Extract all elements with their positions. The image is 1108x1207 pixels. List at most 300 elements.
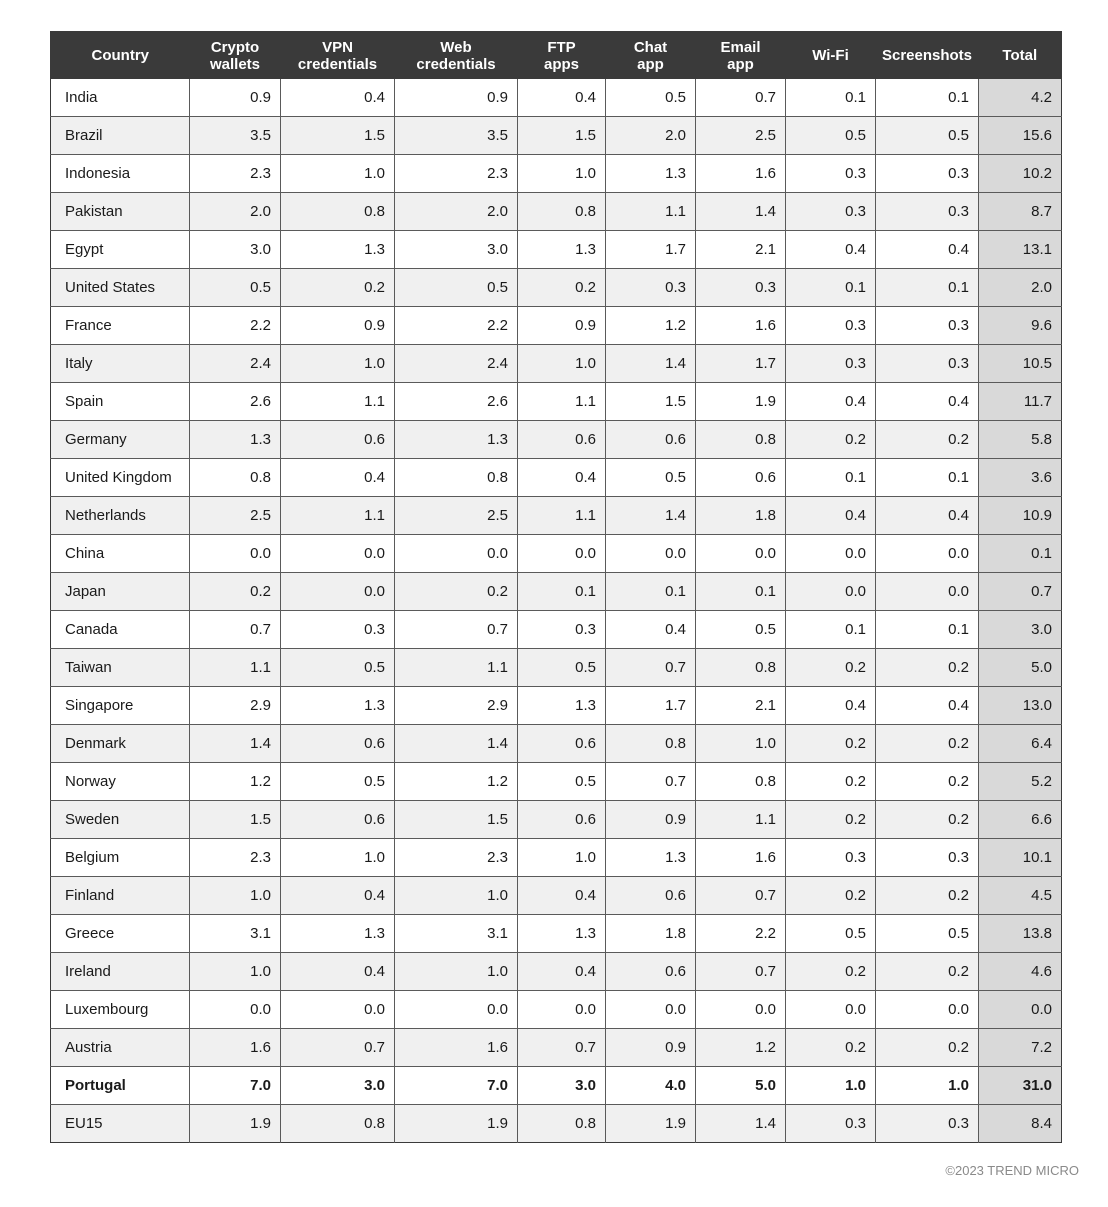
country-cell: Denmark xyxy=(51,725,190,763)
column-header: Email app xyxy=(696,32,786,80)
value-cell: 0.7 xyxy=(518,1029,606,1067)
value-cell: 3.1 xyxy=(395,915,518,953)
total-cell: 6.6 xyxy=(979,801,1062,839)
data-table xyxy=(50,31,1062,1143)
value-cell: 0.5 xyxy=(281,649,395,687)
country-cell: Finland xyxy=(51,877,190,915)
value-cell: 0.0 xyxy=(395,991,518,1029)
value-cell: 0.0 xyxy=(696,991,786,1029)
value-cell: 0.5 xyxy=(395,269,518,307)
value-cell: 0.9 xyxy=(606,801,696,839)
table-row xyxy=(51,839,1062,877)
value-cell: 0.1 xyxy=(696,573,786,611)
total-cell: 5.0 xyxy=(979,649,1062,687)
value-cell: 0.2 xyxy=(786,877,876,915)
value-cell: 0.1 xyxy=(606,573,696,611)
value-cell: 0.1 xyxy=(786,269,876,307)
value-cell: 0.3 xyxy=(518,611,606,649)
value-cell: 1.0 xyxy=(395,877,518,915)
value-cell: 1.4 xyxy=(606,345,696,383)
column-header: Crypto wallets xyxy=(190,32,281,80)
value-cell: 1.6 xyxy=(395,1029,518,1067)
value-cell: 0.4 xyxy=(876,497,979,535)
country-cell: Italy xyxy=(51,345,190,383)
value-cell: 1.0 xyxy=(518,839,606,877)
value-cell: 7.0 xyxy=(395,1067,518,1105)
value-cell: 1.5 xyxy=(190,801,281,839)
total-cell: 10.1 xyxy=(979,839,1062,877)
value-cell: 1.5 xyxy=(518,117,606,155)
value-cell: 0.6 xyxy=(281,801,395,839)
value-cell: 1.5 xyxy=(281,117,395,155)
value-cell: 0.2 xyxy=(518,269,606,307)
total-cell: 13.8 xyxy=(979,915,1062,953)
value-cell: 0.1 xyxy=(876,611,979,649)
value-cell: 0.4 xyxy=(518,459,606,497)
value-cell: 1.1 xyxy=(518,383,606,421)
value-cell: 0.2 xyxy=(876,801,979,839)
table-row xyxy=(51,117,1062,155)
total-cell: 4.5 xyxy=(979,877,1062,915)
country-cell: Austria xyxy=(51,1029,190,1067)
value-cell: 3.1 xyxy=(190,915,281,953)
value-cell: 1.3 xyxy=(518,915,606,953)
value-cell: 0.4 xyxy=(281,877,395,915)
table-row xyxy=(51,725,1062,763)
value-cell: 1.6 xyxy=(696,155,786,193)
total-cell: 8.7 xyxy=(979,193,1062,231)
value-cell: 0.4 xyxy=(281,459,395,497)
value-cell: 0.4 xyxy=(518,877,606,915)
total-cell: 10.2 xyxy=(979,155,1062,193)
value-cell: 0.9 xyxy=(281,307,395,345)
value-cell: 0.0 xyxy=(876,573,979,611)
value-cell: 0.3 xyxy=(786,307,876,345)
value-cell: 2.0 xyxy=(395,193,518,231)
value-cell: 0.0 xyxy=(606,535,696,573)
value-cell: 0.0 xyxy=(786,573,876,611)
value-cell: 2.1 xyxy=(696,231,786,269)
value-cell: 1.3 xyxy=(518,687,606,725)
value-cell: 2.3 xyxy=(395,839,518,877)
value-cell: 2.9 xyxy=(190,687,281,725)
value-cell: 1.0 xyxy=(518,345,606,383)
value-cell: 0.7 xyxy=(281,1029,395,1067)
value-cell: 0.4 xyxy=(518,79,606,117)
value-cell: 1.0 xyxy=(786,1067,876,1105)
total-cell: 10.5 xyxy=(979,345,1062,383)
total-cell: 3.0 xyxy=(979,611,1062,649)
value-cell: 0.1 xyxy=(786,79,876,117)
value-cell: 1.7 xyxy=(606,231,696,269)
value-cell: 0.4 xyxy=(281,79,395,117)
value-cell: 0.0 xyxy=(786,991,876,1029)
value-cell: 1.1 xyxy=(606,193,696,231)
total-cell: 2.0 xyxy=(979,269,1062,307)
country-cell: Portugal xyxy=(51,1067,190,1105)
value-cell: 2.4 xyxy=(395,345,518,383)
value-cell: 0.8 xyxy=(518,193,606,231)
value-cell: 1.9 xyxy=(190,1105,281,1143)
table-row xyxy=(51,649,1062,687)
value-cell: 0.8 xyxy=(696,649,786,687)
value-cell: 0.4 xyxy=(876,687,979,725)
value-cell: 0.8 xyxy=(696,763,786,801)
value-cell: 1.1 xyxy=(518,497,606,535)
total-cell: 0.1 xyxy=(979,535,1062,573)
value-cell: 0.5 xyxy=(190,269,281,307)
value-cell: 0.9 xyxy=(190,79,281,117)
value-cell: 1.1 xyxy=(281,497,395,535)
value-cell: 0.6 xyxy=(518,801,606,839)
value-cell: 1.0 xyxy=(281,345,395,383)
value-cell: 0.2 xyxy=(876,953,979,991)
total-cell: 15.6 xyxy=(979,117,1062,155)
value-cell: 2.9 xyxy=(395,687,518,725)
value-cell: 0.8 xyxy=(281,1105,395,1143)
value-cell: 0.4 xyxy=(281,953,395,991)
value-cell: 0.2 xyxy=(786,763,876,801)
value-cell: 0.2 xyxy=(876,649,979,687)
value-cell: 0.5 xyxy=(876,117,979,155)
value-cell: 0.4 xyxy=(786,383,876,421)
value-cell: 1.2 xyxy=(190,763,281,801)
value-cell: 1.7 xyxy=(696,345,786,383)
value-cell: 4.0 xyxy=(606,1067,696,1105)
value-cell: 0.6 xyxy=(281,725,395,763)
value-cell: 2.3 xyxy=(190,155,281,193)
table-row xyxy=(51,459,1062,497)
copyright-credit: ©2023 TREND MICRO xyxy=(945,1163,1079,1178)
value-cell: 0.7 xyxy=(190,611,281,649)
value-cell: 2.5 xyxy=(395,497,518,535)
column-header: Wi-Fi xyxy=(786,32,876,80)
value-cell: 0.0 xyxy=(395,535,518,573)
value-cell: 0.7 xyxy=(696,953,786,991)
value-cell: 0.3 xyxy=(786,193,876,231)
country-cell: Spain xyxy=(51,383,190,421)
value-cell: 1.0 xyxy=(518,155,606,193)
country-cell: Sweden xyxy=(51,801,190,839)
value-cell: 3.0 xyxy=(518,1067,606,1105)
total-cell: 11.7 xyxy=(979,383,1062,421)
value-cell: 1.5 xyxy=(395,801,518,839)
value-cell: 0.0 xyxy=(876,535,979,573)
value-cell: 1.4 xyxy=(606,497,696,535)
table-row xyxy=(51,915,1062,953)
value-cell: 1.6 xyxy=(696,307,786,345)
value-cell: 1.0 xyxy=(876,1067,979,1105)
table-row xyxy=(51,687,1062,725)
table-row xyxy=(51,269,1062,307)
table-row xyxy=(51,345,1062,383)
country-cell: Japan xyxy=(51,573,190,611)
value-cell: 0.1 xyxy=(786,459,876,497)
value-cell: 0.0 xyxy=(190,991,281,1029)
value-cell: 0.5 xyxy=(786,117,876,155)
value-cell: 0.0 xyxy=(606,991,696,1029)
value-cell: 0.0 xyxy=(876,991,979,1029)
value-cell: 1.2 xyxy=(395,763,518,801)
value-cell: 0.1 xyxy=(518,573,606,611)
value-cell: 0.8 xyxy=(696,421,786,459)
value-cell: 3.5 xyxy=(190,117,281,155)
value-cell: 0.8 xyxy=(395,459,518,497)
value-cell: 0.4 xyxy=(606,611,696,649)
country-cell: China xyxy=(51,535,190,573)
value-cell: 0.6 xyxy=(606,953,696,991)
value-cell: 0.4 xyxy=(876,383,979,421)
value-cell: 0.6 xyxy=(281,421,395,459)
country-cell: Taiwan xyxy=(51,649,190,687)
value-cell: 0.6 xyxy=(518,421,606,459)
total-cell: 0.0 xyxy=(979,991,1062,1029)
value-cell: 2.2 xyxy=(190,307,281,345)
value-cell: 2.2 xyxy=(696,915,786,953)
value-cell: 2.2 xyxy=(395,307,518,345)
country-cell: Netherlands xyxy=(51,497,190,535)
table-row xyxy=(51,231,1062,269)
value-cell: 0.7 xyxy=(606,649,696,687)
table-row xyxy=(51,611,1062,649)
total-cell: 13.1 xyxy=(979,231,1062,269)
value-cell: 0.4 xyxy=(786,687,876,725)
table-row xyxy=(51,801,1062,839)
value-cell: 3.0 xyxy=(395,231,518,269)
value-cell: 1.7 xyxy=(606,687,696,725)
country-cell: Belgium xyxy=(51,839,190,877)
value-cell: 0.8 xyxy=(606,725,696,763)
total-cell: 4.2 xyxy=(979,79,1062,117)
value-cell: 0.2 xyxy=(786,801,876,839)
column-header: Country xyxy=(51,32,190,80)
value-cell: 1.4 xyxy=(696,193,786,231)
value-cell: 2.6 xyxy=(190,383,281,421)
value-cell: 7.0 xyxy=(190,1067,281,1105)
country-cell: France xyxy=(51,307,190,345)
value-cell: 0.9 xyxy=(606,1029,696,1067)
country-cell: Pakistan xyxy=(51,193,190,231)
value-cell: 2.6 xyxy=(395,383,518,421)
value-cell: 1.3 xyxy=(281,231,395,269)
value-cell: 0.9 xyxy=(395,79,518,117)
value-cell: 3.0 xyxy=(190,231,281,269)
value-cell: 5.0 xyxy=(696,1067,786,1105)
value-cell: 0.2 xyxy=(876,877,979,915)
value-cell: 1.2 xyxy=(696,1029,786,1067)
value-cell: 0.3 xyxy=(876,345,979,383)
column-header: Screenshots xyxy=(876,32,979,80)
column-header: Web credentials xyxy=(395,32,518,80)
value-cell: 0.2 xyxy=(786,649,876,687)
value-cell: 1.3 xyxy=(518,231,606,269)
value-cell: 0.6 xyxy=(696,459,786,497)
value-cell: 0.3 xyxy=(786,839,876,877)
value-cell: 0.8 xyxy=(281,193,395,231)
value-cell: 0.3 xyxy=(786,1105,876,1143)
value-cell: 2.1 xyxy=(696,687,786,725)
value-cell: 0.2 xyxy=(395,573,518,611)
value-cell: 0.7 xyxy=(395,611,518,649)
value-cell: 0.0 xyxy=(190,535,281,573)
value-cell: 2.4 xyxy=(190,345,281,383)
value-cell: 1.1 xyxy=(190,649,281,687)
table-row xyxy=(51,193,1062,231)
total-cell: 9.6 xyxy=(979,307,1062,345)
country-cell: India xyxy=(51,79,190,117)
total-cell: 5.8 xyxy=(979,421,1062,459)
value-cell: 0.6 xyxy=(606,421,696,459)
table-row xyxy=(51,307,1062,345)
table-header xyxy=(51,32,1062,80)
value-cell: 1.8 xyxy=(606,915,696,953)
value-cell: 0.5 xyxy=(281,763,395,801)
country-cell: Ireland xyxy=(51,953,190,991)
total-cell: 5.2 xyxy=(979,763,1062,801)
table-row xyxy=(51,991,1062,1029)
value-cell: 1.2 xyxy=(606,307,696,345)
country-cell: Germany xyxy=(51,421,190,459)
total-cell: 7.2 xyxy=(979,1029,1062,1067)
table-row xyxy=(51,535,1062,573)
value-cell: 0.4 xyxy=(518,953,606,991)
value-cell: 1.8 xyxy=(696,497,786,535)
total-cell: 4.6 xyxy=(979,953,1062,991)
value-cell: 1.0 xyxy=(190,877,281,915)
value-cell: 0.8 xyxy=(518,1105,606,1143)
value-cell: 1.0 xyxy=(281,839,395,877)
value-cell: 1.1 xyxy=(281,383,395,421)
value-cell: 0.8 xyxy=(190,459,281,497)
table-row xyxy=(51,1067,1062,1105)
value-cell: 0.0 xyxy=(518,535,606,573)
country-cell: United States xyxy=(51,269,190,307)
value-cell: 2.0 xyxy=(606,117,696,155)
country-cell: Greece xyxy=(51,915,190,953)
value-cell: 0.5 xyxy=(876,915,979,953)
table-row xyxy=(51,763,1062,801)
total-cell: 10.9 xyxy=(979,497,1062,535)
country-cell: Canada xyxy=(51,611,190,649)
value-cell: 0.3 xyxy=(876,839,979,877)
value-cell: 0.5 xyxy=(606,79,696,117)
column-header: Total xyxy=(979,32,1062,80)
value-cell: 0.3 xyxy=(876,1105,979,1143)
value-cell: 0.5 xyxy=(518,649,606,687)
column-header: VPN credentials xyxy=(281,32,395,80)
value-cell: 0.2 xyxy=(786,421,876,459)
value-cell: 0.0 xyxy=(281,573,395,611)
value-cell: 0.3 xyxy=(606,269,696,307)
value-cell: 1.0 xyxy=(395,953,518,991)
value-cell: 0.5 xyxy=(786,915,876,953)
value-cell: 0.5 xyxy=(606,459,696,497)
data-table-container xyxy=(50,31,1061,1143)
value-cell: 0.7 xyxy=(696,79,786,117)
value-cell: 1.9 xyxy=(606,1105,696,1143)
value-cell: 0.3 xyxy=(786,345,876,383)
value-cell: 1.6 xyxy=(190,1029,281,1067)
value-cell: 2.5 xyxy=(696,117,786,155)
total-cell: 31.0 xyxy=(979,1067,1062,1105)
value-cell: 1.3 xyxy=(190,421,281,459)
value-cell: 1.9 xyxy=(696,383,786,421)
value-cell: 1.1 xyxy=(696,801,786,839)
value-cell: 0.9 xyxy=(518,307,606,345)
value-cell: 1.3 xyxy=(606,839,696,877)
value-cell: 1.3 xyxy=(395,421,518,459)
value-cell: 0.0 xyxy=(518,991,606,1029)
total-cell: 13.0 xyxy=(979,687,1062,725)
value-cell: 2.3 xyxy=(395,155,518,193)
value-cell: 0.2 xyxy=(786,1029,876,1067)
table-row xyxy=(51,383,1062,421)
value-cell: 1.3 xyxy=(281,915,395,953)
table-row xyxy=(51,573,1062,611)
value-cell: 1.0 xyxy=(281,155,395,193)
value-cell: 3.0 xyxy=(281,1067,395,1105)
value-cell: 1.3 xyxy=(281,687,395,725)
header-row xyxy=(51,32,1062,80)
total-cell: 0.7 xyxy=(979,573,1062,611)
value-cell: 0.7 xyxy=(696,877,786,915)
column-header: FTP apps xyxy=(518,32,606,80)
value-cell: 0.6 xyxy=(606,877,696,915)
value-cell: 1.6 xyxy=(696,839,786,877)
table-body xyxy=(51,79,1062,1143)
country-cell: Brazil xyxy=(51,117,190,155)
country-cell: EU15 xyxy=(51,1105,190,1143)
column-header: Chat app xyxy=(606,32,696,80)
value-cell: 1.3 xyxy=(606,155,696,193)
value-cell: 0.5 xyxy=(518,763,606,801)
value-cell: 0.3 xyxy=(696,269,786,307)
total-cell: 6.4 xyxy=(979,725,1062,763)
value-cell: 0.5 xyxy=(696,611,786,649)
country-cell: Egypt xyxy=(51,231,190,269)
country-cell: United Kingdom xyxy=(51,459,190,497)
table-row xyxy=(51,155,1062,193)
country-cell: Singapore xyxy=(51,687,190,725)
value-cell: 0.2 xyxy=(876,725,979,763)
value-cell: 2.0 xyxy=(190,193,281,231)
table-row xyxy=(51,79,1062,117)
value-cell: 0.3 xyxy=(876,307,979,345)
value-cell: 0.2 xyxy=(786,725,876,763)
value-cell: 0.6 xyxy=(518,725,606,763)
value-cell: 0.2 xyxy=(190,573,281,611)
value-cell: 0.3 xyxy=(281,611,395,649)
value-cell: 1.4 xyxy=(696,1105,786,1143)
value-cell: 0.0 xyxy=(696,535,786,573)
table-row xyxy=(51,421,1062,459)
value-cell: 0.3 xyxy=(876,193,979,231)
value-cell: 1.9 xyxy=(395,1105,518,1143)
value-cell: 1.4 xyxy=(190,725,281,763)
value-cell: 0.2 xyxy=(281,269,395,307)
total-cell: 8.4 xyxy=(979,1105,1062,1143)
country-cell: Norway xyxy=(51,763,190,801)
value-cell: 1.5 xyxy=(606,383,696,421)
value-cell: 0.1 xyxy=(876,269,979,307)
value-cell: 0.1 xyxy=(876,79,979,117)
value-cell: 2.5 xyxy=(190,497,281,535)
value-cell: 0.4 xyxy=(876,231,979,269)
value-cell: 0.4 xyxy=(786,231,876,269)
value-cell: 1.4 xyxy=(395,725,518,763)
value-cell: 0.1 xyxy=(876,459,979,497)
value-cell: 0.2 xyxy=(876,421,979,459)
